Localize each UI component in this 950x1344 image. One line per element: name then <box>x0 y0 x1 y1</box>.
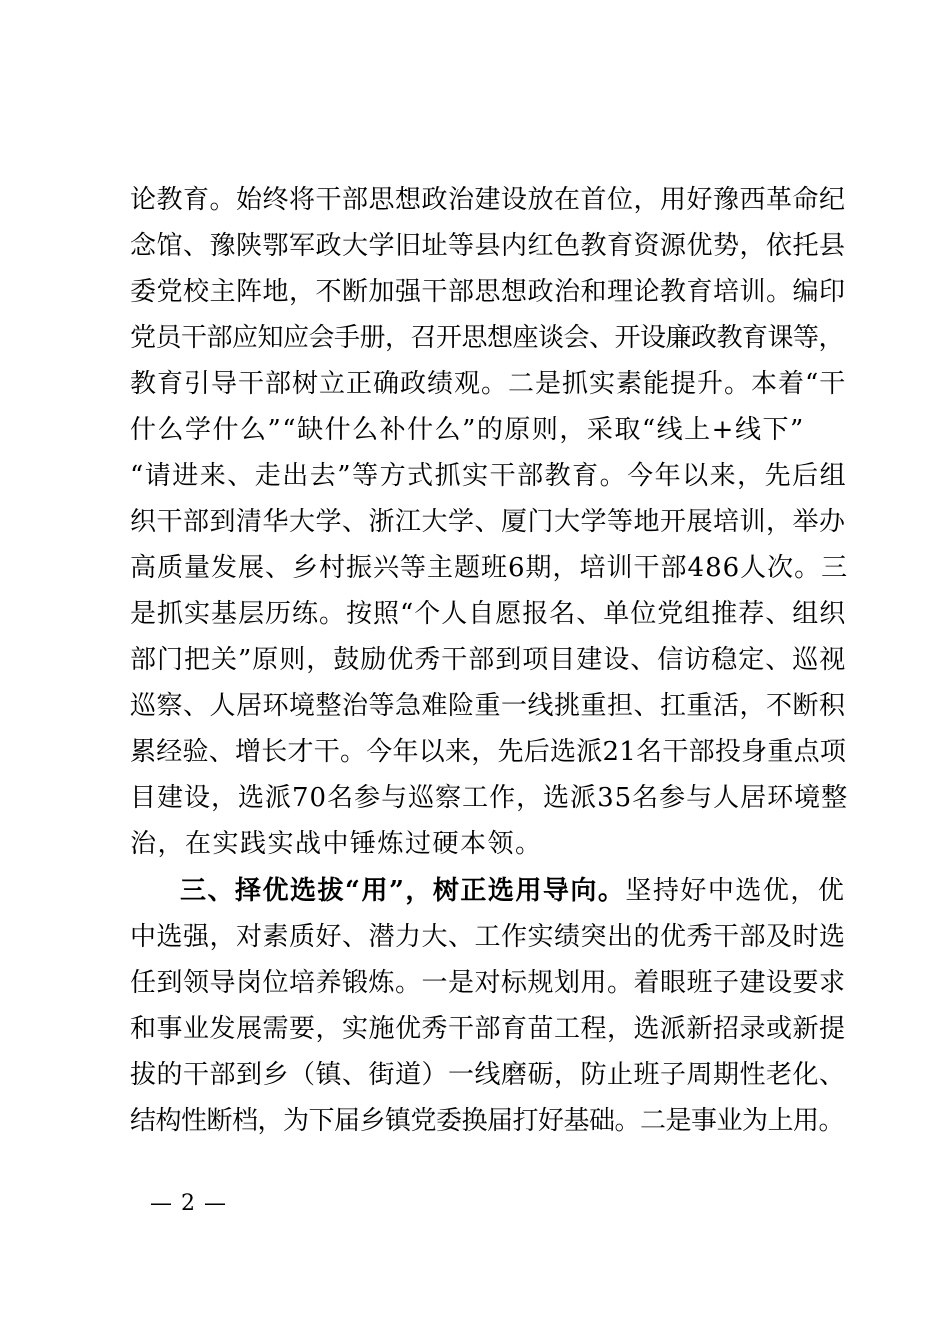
text-line: 高质量发展、乡村振兴等主题班6期，培训干部486人次。三 <box>130 553 849 583</box>
text-line: 是抓实基层历练。按照“个人自愿报名、单位党组推荐、组织 <box>130 599 847 629</box>
text-line: 中选强，对素质好、潜力大、工作实绩突出的优秀干部及时选 <box>130 922 846 952</box>
text-line: 部门把关”原则，鼓励优秀干部到项目建设、信访稳定、巡视 <box>130 645 847 675</box>
section-heading: 三、择优选拔“用”，树正选用导向。 <box>180 876 626 906</box>
text-line: 治，在实践实战中锤炼过硬本领。 <box>130 829 543 859</box>
text-line: 论教育。始终将干部思想政治建设放在首位，用好豫西革命纪 <box>130 185 846 215</box>
text-line: 教育引导干部树立正确政绩观。二是抓实素能提升。本着“干 <box>130 369 847 399</box>
text-line: 什么学什么”“缺什么补什么”的原则，采取“线上+线下” <box>130 415 805 445</box>
text-line: 结构性断档，为下届乡镇党委换届打好基础。二是事业为上用。 <box>130 1106 845 1136</box>
text-line: 和事业发展需要，实施优秀干部育苗工程，选派新招录或新提 <box>130 1014 846 1044</box>
text-line: 拔的干部到乡（镇、街道）一线磨砺，防止班子周期性老化、 <box>130 1060 846 1090</box>
text-line: 任到领导岗位培养锻炼。一是对标规划用。着眼班子建设要求 <box>130 968 846 998</box>
text-line: 委党校主阵地，不断加强干部思想政治和理论教育培训。编印 <box>130 277 846 307</box>
text-line: 织干部到清华大学、浙江大学、厦门大学等地开展培训，举办 <box>130 507 846 537</box>
text-line: 念馆、豫陕鄂军政大学旧址等县内红色教育资源优势，依托县 <box>130 231 846 261</box>
paragraph-first-line <box>180 876 850 906</box>
text-line: 党员干部应知应会手册，召开思想座谈会、开设廉政教育课等， <box>130 323 845 353</box>
text-line: 目建设，选派70名参与巡察工作，选派35名参与人居环境整 <box>130 783 849 813</box>
text-line: 巡察、人居环境整治等急难险重一线挑重担、扛重活，不断积 <box>130 691 846 721</box>
text-line: “请进来、走出去”等方式抓实干部教育。今年以来，先后组 <box>130 461 848 491</box>
text-line: 累经验、增长才干。今年以来，先后选派21名干部投身重点项 <box>130 737 847 767</box>
text-span: 坚持好中选优，优 <box>625 876 846 906</box>
page-number: — 2 — <box>150 1191 227 1216</box>
